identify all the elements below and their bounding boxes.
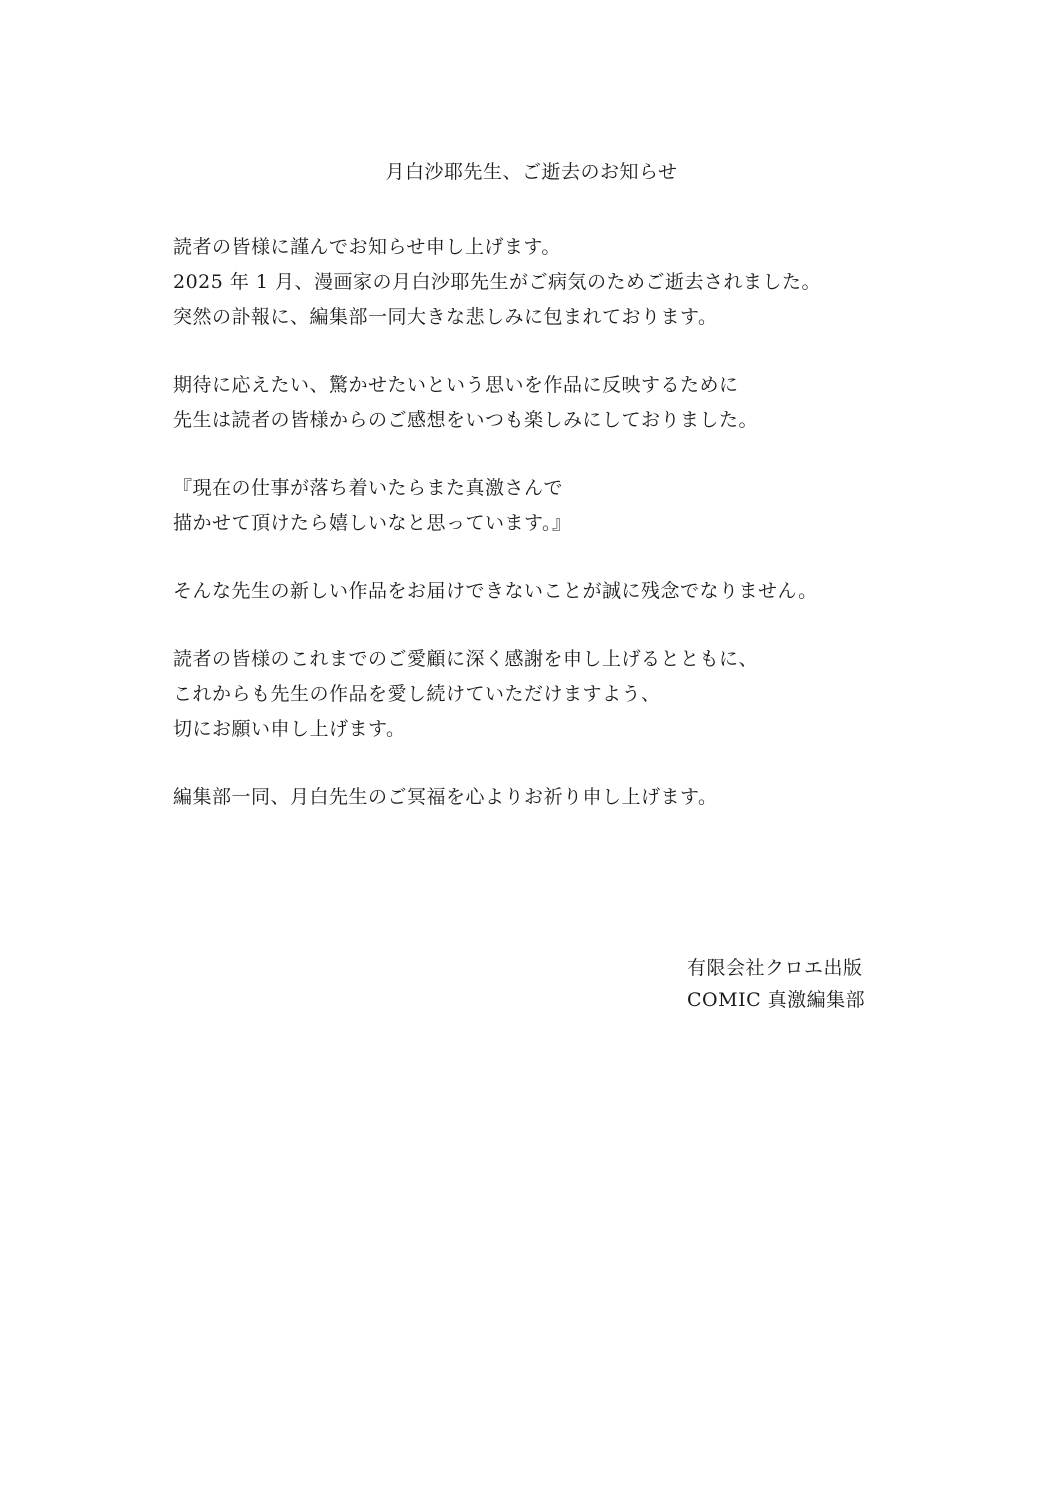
text-line: 読者の皆様に謹んでお知らせ申し上げます。 [173, 236, 561, 258]
paragraph-condolence [173, 780, 893, 815]
department-name: COMIC 真激編集部 [687, 989, 866, 1011]
paragraph-announcement [173, 230, 893, 335]
text-line: 切にお願い申し上げます。 [173, 718, 406, 740]
paragraph-quote [173, 471, 893, 541]
text-line: 先生は読者の皆様からのご感想をいつも楽しみにしておりました。 [173, 409, 759, 431]
text-line: 2025 年 1 月、漫画家の月白沙耶先生がご病気のためご逝去されました。 [173, 271, 822, 293]
text-line: 期待に応えたい、驚かせたいという思いを作品に反映するために [173, 374, 739, 396]
company-name: 有限会社クロエ出版 [687, 957, 863, 979]
text-line: 読者の皆様のこれまでのご愛顧に深く感謝を申し上げるとともに、 [173, 648, 759, 670]
notice-title: 月白沙耶先生、ご逝去のお知らせ [385, 161, 678, 183]
text-line: これからも先生の作品を愛し続けていただけますよう、 [173, 683, 661, 705]
text-line: 突然の訃報に、編集部一同大きな悲しみに包まれております。 [173, 306, 718, 328]
text-line: 編集部一同、月白先生のご冥福を心よりお祈り申し上げます。 [173, 786, 718, 808]
signature-block [687, 952, 865, 1016]
paragraph-gratitude [173, 642, 893, 747]
notice-body [173, 230, 893, 848]
text-line: そんな先生の新しい作品をお届けできないことが誠に残念でなりません。 [173, 580, 818, 602]
paragraph-regret [173, 574, 893, 609]
text-line: 描かせて頂けたら嬉しいなと思っています。』 [173, 512, 572, 534]
paragraph-reader-feedback [173, 368, 893, 438]
text-line: 『現在の仕事が落ち着いたらまた真激さんで [173, 477, 564, 499]
